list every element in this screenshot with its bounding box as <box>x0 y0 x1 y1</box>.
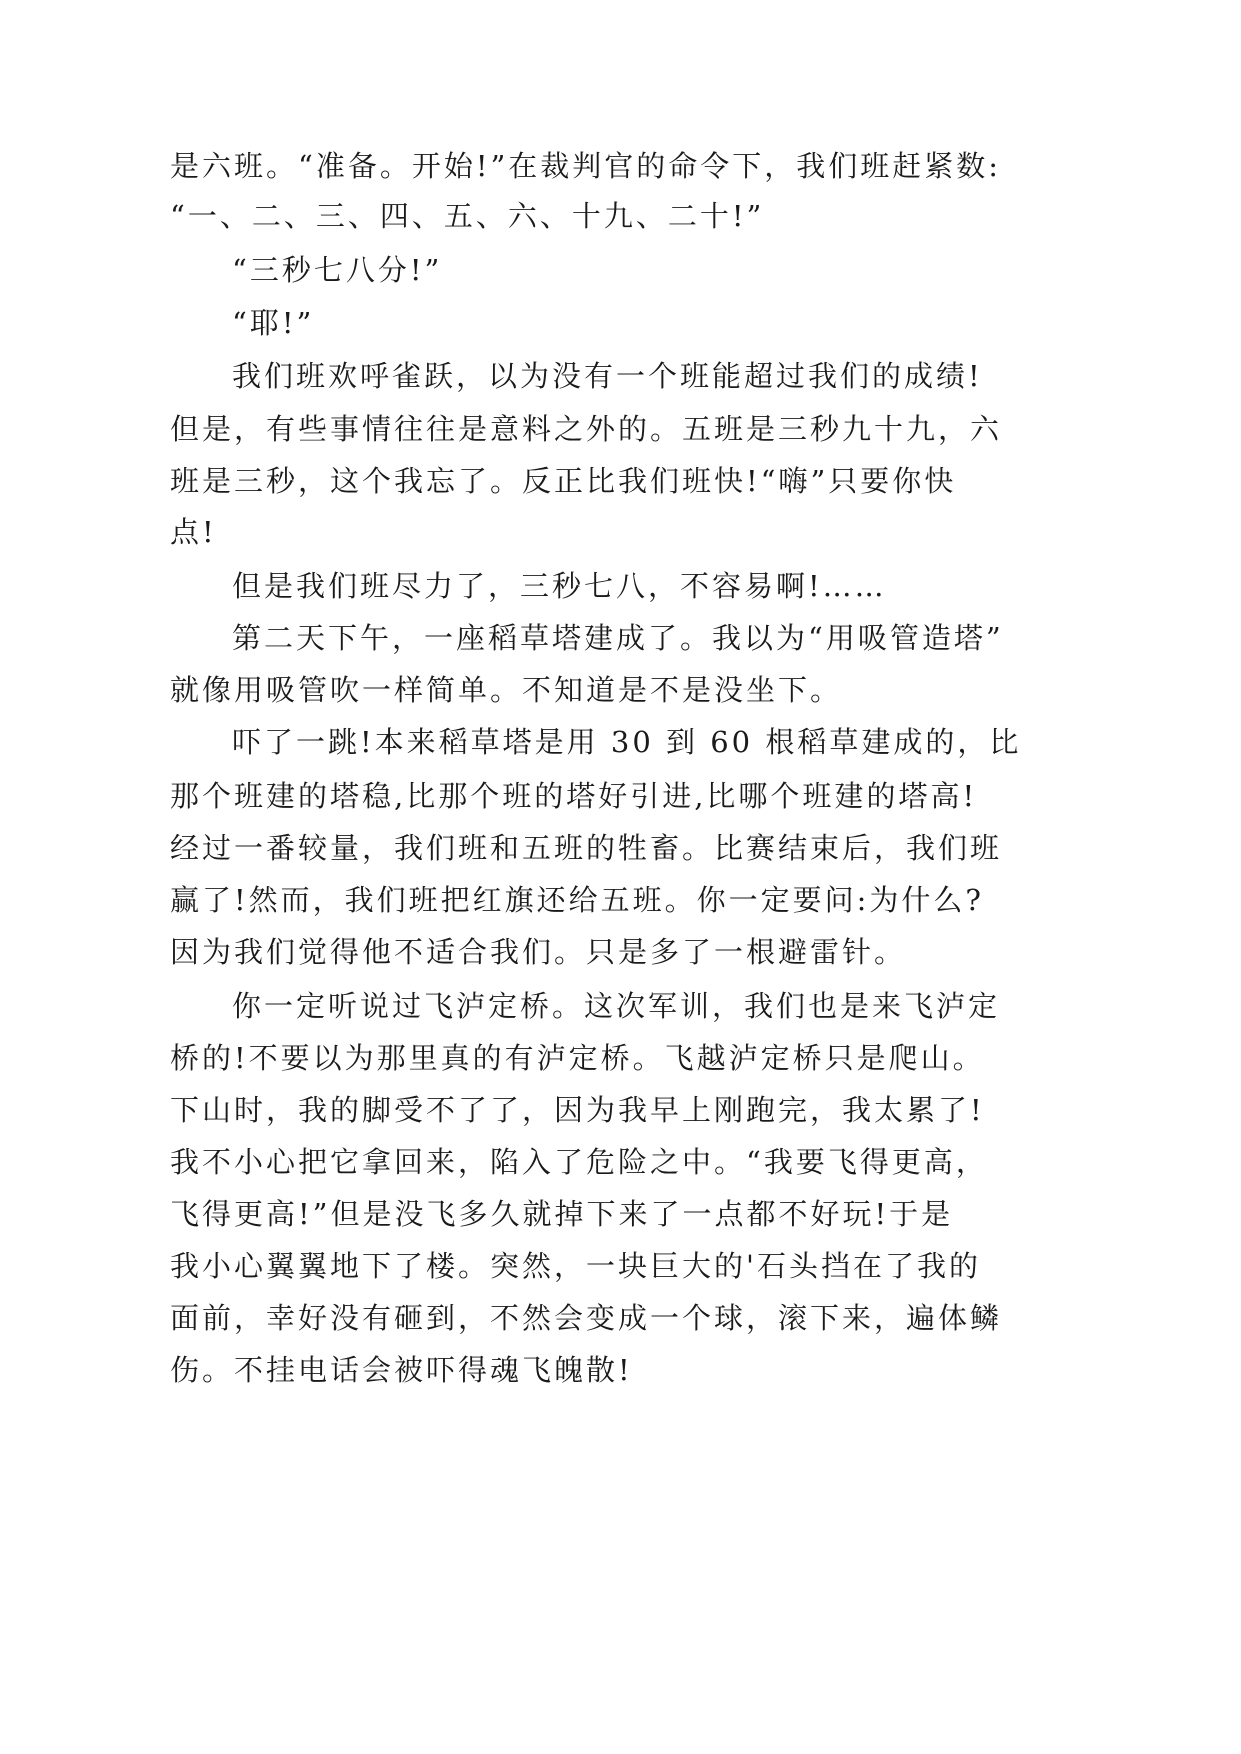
text-line: 飞得更高!”但是没飞多久就掉下来了一点都不好玩!于是 <box>170 1197 954 1231</box>
text-line: 吓了一跳!本来稻草塔是用 30 到 60 根稻草建成的，比 <box>232 725 1022 759</box>
text-line: 点! <box>170 515 217 549</box>
text-line: 第二天下午，一座稻草塔建成了。我以为“用吸管造塔” <box>232 621 1004 655</box>
text-line: 但是，有些事情往往是意料之外的。五班是三秒九十九，六 <box>170 412 1003 446</box>
text-line: 桥的!不要以为那里真的有泸定桥。飞越泸定桥只是爬山。 <box>170 1041 985 1075</box>
text-line: 我不小心把它拿回来，陷入了危险之中。“我要飞得更高， <box>170 1145 988 1179</box>
text-line: 那个班建的塔稳,比那个班的塔好引进,比哪个班建的塔高! <box>170 779 978 813</box>
text-line: 因为我们觉得他不适合我们。只是多了一根避雷针。 <box>170 935 907 969</box>
text-line: “耶!” <box>232 306 315 340</box>
text-line: 我们班欢呼雀跃，以为没有一个班能超过我们的成绩! <box>232 359 983 393</box>
text-line: 我小心翼翼地下了楼。突然，一块巨大的'石头挡在了我的 <box>170 1249 981 1283</box>
text-line: 班是三秒，这个我忘了。反正比我们班快!“嗨”只要你快 <box>170 464 957 498</box>
text-line: “一、二、三、四、五、六、十九、二十!” <box>170 199 765 233</box>
text-line: 面前，幸好没有砸到，不然会变成一个球，滚下来，遍体鳞 <box>170 1301 1003 1335</box>
text-line: 伤。不挂电话会被吓得魂飞魄散! <box>170 1353 633 1387</box>
text-line: 但是我们班尽力了，三秒七八，不容易啊!…… <box>232 569 887 603</box>
text-line: 下山时，我的脚受不了了，因为我早上刚跑完，我太累了! <box>170 1093 985 1127</box>
text-line: 经过一番较量，我们班和五班的牲畜。比赛结束后，我们班 <box>170 831 1003 865</box>
text-line: 你一定听说过飞泸定桥。这次军训，我们也是来飞泸定 <box>232 989 1001 1023</box>
text-line: 就像用吸管吹一样简单。不知道是不是没坐下。 <box>170 673 843 707</box>
text-line: “三秒七八分!” <box>232 253 443 287</box>
text-line: 是六班。“准备。开始!”在裁判官的命令下，我们班赶紧数: <box>170 149 1002 183</box>
text-line: 赢了!然而，我们班把红旗还给五班。你一定要问:为什么? <box>170 883 984 917</box>
